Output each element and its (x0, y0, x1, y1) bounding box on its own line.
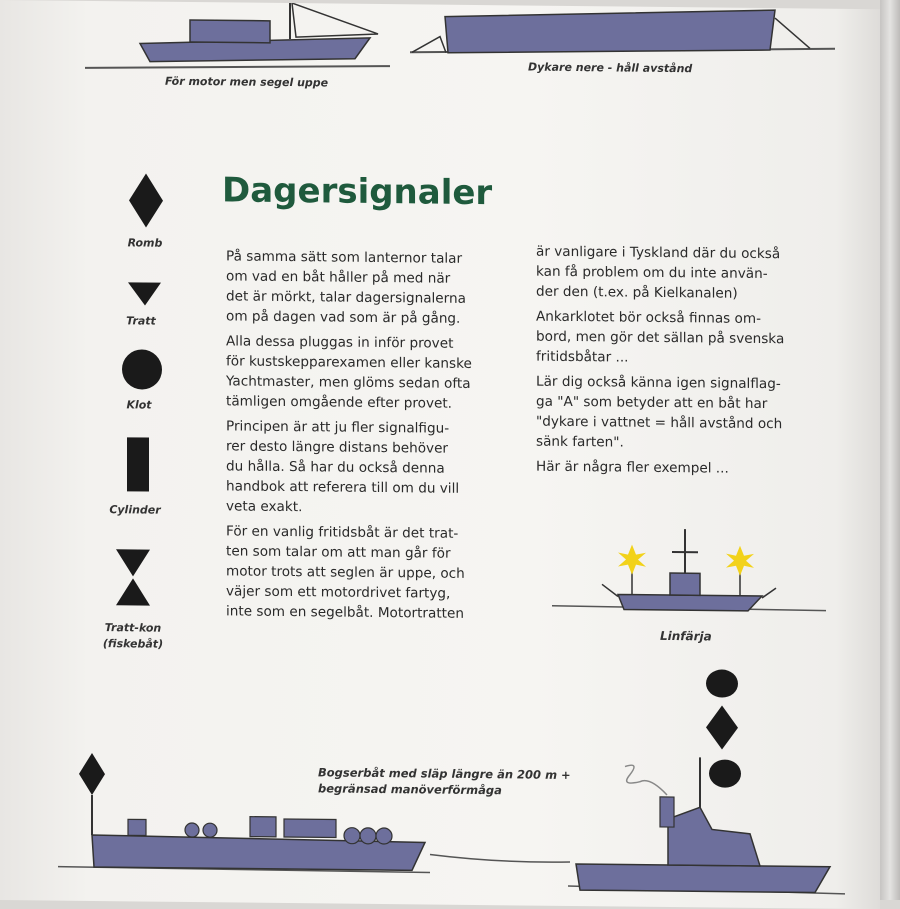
caption-tug-line2: begränsad manöverförmåga (318, 781, 502, 797)
symbol-label-klot: Klot (94, 398, 184, 412)
paragraph: På samma sätt som lanternor talar om vad en båt håller på med när det är mörkt, talar dagersignalerna om på dagen vad som är på gång. (226, 246, 516, 329)
ball-icon (709, 759, 741, 787)
rhombus-icon (706, 705, 738, 749)
symbol-label-cylinder: Cylinder (90, 503, 180, 517)
paragraph: Ankarklotet bör också finnas om- bord, men gör det sällan på svenska fritidsbåtar ... (536, 307, 836, 370)
cylinder-icon (127, 437, 149, 491)
symbol-label-trattkon: Tratt-kon (88, 621, 178, 635)
day-signal-symbols (0, 0, 200, 682)
cone-icon (128, 282, 161, 305)
hourglass-icon (116, 549, 150, 605)
caption-ferry: Linfärja (660, 629, 712, 644)
page-edge (880, 0, 900, 900)
caption-motor-sail: För motor men segel uppe (165, 75, 328, 90)
page-title: Dagersignaler (222, 170, 492, 213)
symbol-label-romb: Romb (100, 236, 190, 250)
diver-boat-illustration (412, 6, 810, 56)
symbol-label-fiskebat: (fiskebåt) (88, 637, 178, 651)
rhombus-icon (129, 173, 163, 227)
rhombus-icon (79, 753, 105, 795)
tug-day-signals (706, 669, 741, 787)
paragraph: För en vanlig fritidsbåt är det trat- ten som talar om att man går för motor trots att seglen är uppe, och väjer som ett motordrivet fartyg, inte som en segelbåt. Motortratten (226, 521, 516, 624)
symbol-label-tratt: Tratt (96, 314, 186, 328)
ball-icon (122, 349, 162, 389)
text-column-right (536, 242, 836, 485)
ball-icon (706, 669, 738, 697)
light-icon (618, 544, 754, 575)
paragraph: är vanligare i Tyskland där du också kan få problem om du inte använ- der den (t.ex. på Kielkanalen) (536, 242, 836, 305)
caption-tug-line1: Bogserbåt med släp längre än 200 m + (318, 765, 571, 782)
caption-diver: Dykare nere - håll avstånd (528, 61, 692, 76)
paragraph: Principen är att ju fler signalfigu- rer desto längre distans behöver du hålla. Så har du också denna handbok att referera till om du vill veta exakt. (226, 416, 516, 519)
text-column-left (226, 246, 516, 629)
paragraph: Här är några fler exempel ... (536, 457, 836, 480)
paragraph: Lär dig också känna igen signalflag- ga "A" som betyder att en båt har "dykare i vattnet = håll avstånd och sänk farten". (536, 372, 836, 455)
paragraph: Alla dessa pluggas in inför provet för kustskepparexamen eller kanske Yachtmaster, men glöms sedan ofta tämligen omgående efter provet. (226, 331, 516, 414)
